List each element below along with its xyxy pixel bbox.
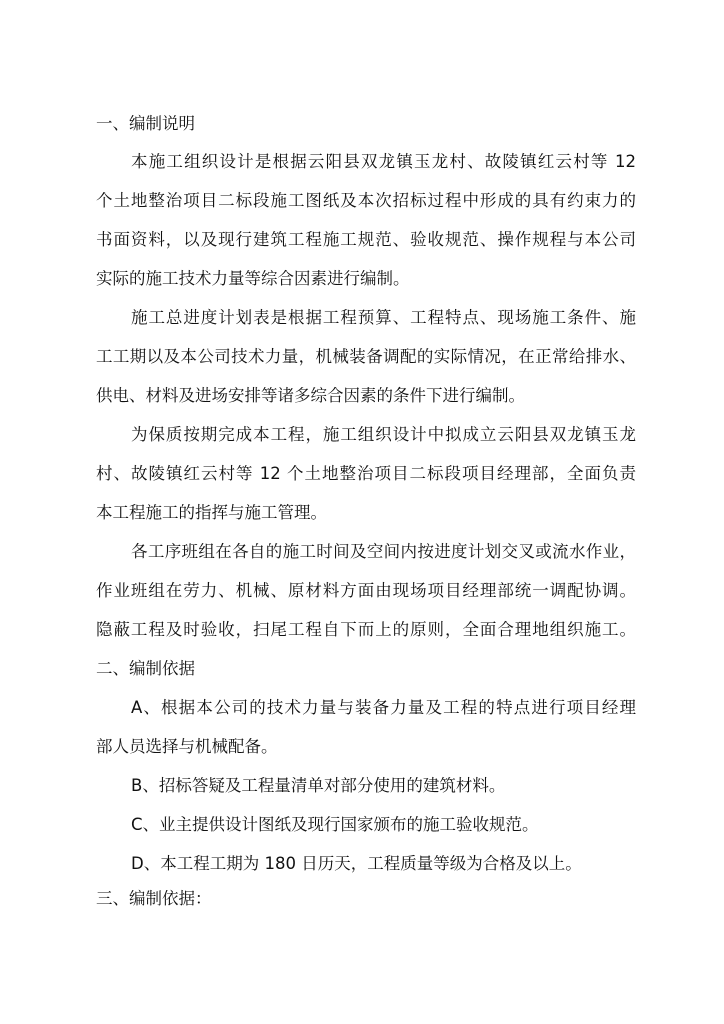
paragraph-line: 各工序班组在各自的施工时间及空间内按进度计划交叉或流水作业， bbox=[131, 542, 636, 561]
paragraph-line: 供电、材料及进场安排等诸多综合因素的条件下进行编制。 bbox=[96, 386, 525, 405]
paragraph-line: 实际的施工技术力量等综合因素进行编制。 bbox=[96, 269, 410, 288]
paragraph-line: 作业班组在劳力、机械、原材料方面由现场项目经理部统一调配协调。 bbox=[96, 581, 636, 600]
paragraph-line: 本施工组织设计是根据云阳县双龙镇玉龙村、故陵镇红云村等 12 bbox=[131, 152, 636, 171]
paragraph-line: 村、故陵镇红云村等 12 个土地整治项目二标段项目经理部，全面负责 bbox=[96, 464, 636, 483]
paragraph-line: 为保质按期完成本工程，施工组织设计中拟成立云阳县双龙镇玉龙 bbox=[131, 425, 636, 444]
paragraph-line: 书面资料，以及现行建筑工程施工规范、验收规范、操作规程与本公司 bbox=[96, 230, 636, 249]
paragraph-line: 隐蔽工程及时验收，扫尾工程自下而上的原则，全面合理地组织施工。 bbox=[96, 620, 636, 639]
paragraph-line: A、根据本公司的技术力量与装备力量及工程的特点进行项目经理 bbox=[131, 698, 636, 717]
paragraph-line: 本工程施工的指挥与施工管理。 bbox=[96, 503, 327, 522]
section-heading-2: 二、编制依据 bbox=[96, 659, 195, 678]
paragraph-line: 施工总进度计划表是根据工程预算、工程特点、现场施工条件、施 bbox=[131, 308, 636, 327]
paragraph-line: 部人员选择与机械配备。 bbox=[96, 737, 278, 756]
paragraph-line: D、本工程工期为 180 日历天，工程质量等级为合格及以上。 bbox=[131, 854, 582, 873]
paragraph-line: 工工期以及本公司技术力量，机械装备调配的实际情况，在正常给排水、 bbox=[96, 347, 636, 366]
paragraph-line: B、招标答疑及工程量清单对部分使用的建筑材料。 bbox=[131, 776, 506, 795]
section-heading-1: 一、编制说明 bbox=[96, 114, 195, 133]
paragraph-line: C、业主提供设计图纸及现行国家颁布的施工验收规范。 bbox=[131, 815, 539, 834]
paragraph-line: 个土地整治项目二标段施工图纸及本次招标过程中形成的具有约束力的 bbox=[96, 191, 636, 210]
section-heading-3: 三、编制依据： bbox=[96, 889, 212, 908]
